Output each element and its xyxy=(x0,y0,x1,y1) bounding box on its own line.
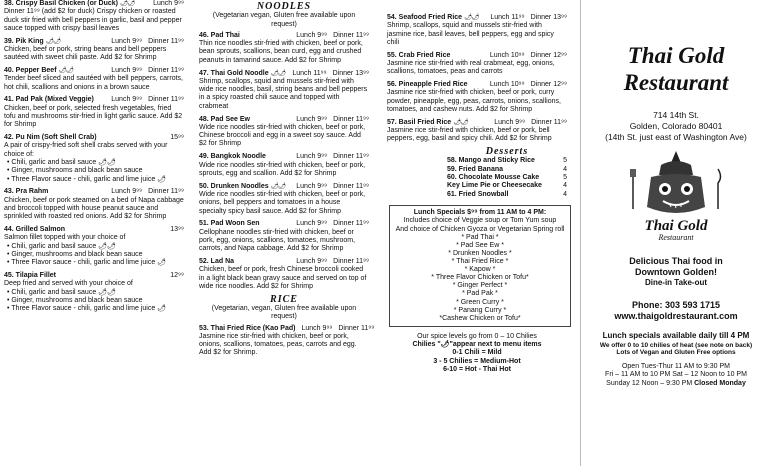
menu-item-name: 49. Bangkok Noodle xyxy=(199,153,266,161)
menu-item-prices xyxy=(295,325,374,333)
menu-item-header xyxy=(4,0,184,8)
dessert-price: 4 xyxy=(563,182,567,190)
dinner-price: Dinner 11⁹⁹ xyxy=(333,220,369,228)
sauce-option: • Ginger, mushrooms and black bean sauce xyxy=(7,251,143,259)
lunch-price: Lunch 9⁹⁹ xyxy=(301,324,333,332)
dessert-name: 60. Chocolate Mousse Cake xyxy=(447,174,540,182)
dinner-price: Dinner 11⁹⁹ xyxy=(148,188,184,196)
hours-closed: Closed Monday xyxy=(694,379,746,387)
lunch-special-dish: * Thai Fried Rice * xyxy=(451,258,509,266)
lunch-price: Lunch 9⁹⁹ xyxy=(111,67,143,75)
sauce-options xyxy=(4,159,184,184)
menu-item-header xyxy=(4,134,184,142)
menu-item xyxy=(387,14,567,47)
chili-icon: 🌶🌶 xyxy=(270,69,286,77)
lunch-specials-box xyxy=(389,205,571,327)
dessert-name: 59. Fried Banana xyxy=(447,165,504,173)
service-options: Dine-in Take-out xyxy=(644,278,708,288)
menu-item-name: 57. Basil Fried Rice xyxy=(387,118,452,126)
lunch-price: 15⁹⁹ xyxy=(170,134,184,142)
lunch-price: Lunch 9⁹⁹ xyxy=(296,220,328,228)
lunch-special-dish: *Cashew Chicken or Tofu* xyxy=(439,314,521,322)
contact-block xyxy=(587,300,765,322)
dessert-name: 58. Mango and Sticky Rice xyxy=(447,157,535,165)
lunch-special-dish: * Pad See Ew * xyxy=(456,241,504,249)
restaurant-title-line-1: Thai Gold xyxy=(627,43,725,68)
lunch-price: Lunch 9⁹⁹ xyxy=(296,115,328,123)
menu-item-prices xyxy=(290,116,369,124)
menu-item-header xyxy=(199,32,369,40)
menu-item-name: 51. Pad Woon Sen xyxy=(199,220,260,228)
menu-item-name: 50. Drunken Noodles xyxy=(199,182,269,190)
menu-item xyxy=(387,81,567,114)
tagline xyxy=(587,256,765,278)
lunch-price: Lunch 11⁹⁹ xyxy=(490,14,525,21)
hours-line-3 xyxy=(587,380,765,389)
dessert-price: 4 xyxy=(563,165,567,173)
menu-item xyxy=(199,324,375,358)
menu-item-prices xyxy=(290,258,369,266)
lunch-special-dish: * Green Curry * xyxy=(456,298,504,306)
lunch-price: 13⁹⁹ xyxy=(170,226,184,234)
dessert-item xyxy=(447,174,567,182)
address-block xyxy=(587,110,765,143)
menu-item xyxy=(4,134,184,184)
desserts-title: Desserts xyxy=(485,146,529,158)
chili-icon: 🌶🌶 xyxy=(58,67,74,75)
menu-item-prices xyxy=(105,67,184,75)
restaurant-title-line-2: Restaurant xyxy=(623,70,729,95)
menu-item-name: 40. Pepper Beef xyxy=(4,67,57,75)
sauce-option: • Ginger, mushrooms and black bean sauce xyxy=(7,297,143,304)
menu-item-prices xyxy=(290,220,369,228)
menu-item-description: Wide rice noodles stir-fried with chicken, beef or pork, onions, bell peppers and tomatoes in a house specialty spicy basil sauce. Add $2 for Shrimp xyxy=(199,190,366,215)
menu-item-header xyxy=(387,14,567,22)
dessert-item xyxy=(447,182,567,190)
restaurant-title xyxy=(587,42,765,96)
heat-note xyxy=(587,342,765,357)
lunch-special-dish: * Three Flavor Chicken or Tofu* xyxy=(431,274,529,282)
phone-number: Phone: 303 593 1715 xyxy=(631,299,721,310)
menu-item-description: Cellophane noodles stir-fried with chicken, beef or pork, egg, onions, scallions, tomatoes, mushroom, carrots, and Napa cabbage. Add $2 for Shrimp xyxy=(199,228,356,253)
menu-item-header xyxy=(199,70,369,78)
spice-line-2: Chilies "🌶"appear next to menu items xyxy=(412,341,542,349)
lunch-specials-line-2: And choice of Chicken Gyoza or Vegetarian Spring roll xyxy=(395,225,565,233)
menu-item-description: Salmon fillet topped with your choice of xyxy=(4,234,126,242)
menu-item-name: 43. Pra Rahm xyxy=(4,188,49,196)
menu-item-description: Jasmine rice stir-fried with chicken, beef or pork, curry powder, pineapple, egg, peas, carrots, onions, scallions, tomatoes, and cashew nuts. Add $2 for Shrimp xyxy=(387,89,561,113)
menu-item xyxy=(4,96,184,129)
dessert-item xyxy=(447,191,567,199)
menu-item-header xyxy=(4,272,184,280)
heat-note-line-1: We offer 0 to 10 chilies of heat (see note on back) xyxy=(599,341,753,349)
tagline-line-2: Downtown Golden! xyxy=(635,267,717,278)
menu-item-description: Chicken, beef or pork, string beans and bell peppers sautéed with sweet chili paste. Add $2 for Shrimp xyxy=(4,45,167,62)
menu-item-name: 48. Pad See Ew xyxy=(199,115,250,123)
dinner-price: Dinner 12⁹⁹ xyxy=(530,81,567,89)
menu-item-description: Thin rice noodles stir-fried with chicken, beef or pork, bean sprouts, scallions, bean curd, egg and crushed peanuts in tamarind sauce. Add $2 for Shrimp xyxy=(199,40,363,64)
spice-line-3: 0-1 Chili = Mild xyxy=(452,349,502,357)
menu-item-name: 55. Crab Fried Rice xyxy=(387,51,451,59)
dinner-price: Dinner 11⁹⁹ xyxy=(333,115,369,123)
menu-item-description: Shrimp, scallops, squid and mussels stir-fried with jasmine rice, basil leaves, bell peppers, egg and spicy chili xyxy=(387,22,554,46)
menu-item-description: Jasmine rice stir-fried with chicken, beef or pork, onions, scallions, tomatoes, peas, carrots and egg. Add $2 for Shrimp. xyxy=(199,332,357,357)
menu-item-prices xyxy=(488,119,567,127)
sauce-option: • Chili, garlic and basil sauce 🌶🌶 xyxy=(7,288,116,296)
opening-hours xyxy=(587,363,765,389)
address-street: 714 14th St. xyxy=(653,110,699,120)
chili-icon: 🌶🌶 xyxy=(270,182,286,190)
dessert-price: 4 xyxy=(563,190,567,198)
chili-icon: 🌶🌶 xyxy=(464,14,479,21)
lunch-price: Lunch 9⁹⁹ xyxy=(111,188,143,196)
dessert-price: 5 xyxy=(563,174,567,182)
menu-item-header xyxy=(199,153,369,161)
menu-item-name: 44. Grilled Salmon xyxy=(4,226,66,234)
hours-sunday: Sunday 12 Noon – 9:30 PM xyxy=(606,379,695,387)
lunch-price: Lunch 9⁹⁹ xyxy=(494,118,526,126)
lunch-price: Lunch 9⁹⁹ xyxy=(111,37,143,45)
menu-item xyxy=(4,67,184,92)
menu-item-description: Wide rice noodles stir-fried with chicken, beef or pork, Chinese broccoli and egg in a sweet soy sauce. Add $2 for Shrimp xyxy=(199,123,366,148)
tagline-line-1: Delicious Thai food in xyxy=(629,256,723,267)
menu-item-prices xyxy=(147,0,184,8)
chili-icon: 🌶🌶 xyxy=(453,118,468,126)
dinner-price: Dinner 11⁹⁹ xyxy=(333,182,369,190)
menu-item-description: Dinner 11⁹⁹ (add $2 for duck) Crispy chicken or roasted duck stir fried with bell peppers in garlic, basil and pepper sauce topped with crispy basil leaves xyxy=(4,8,182,32)
menu-item-name: 47. Thai Gold Noodle xyxy=(199,69,269,77)
menu-item-name: 42. Pu Nim (Soft Shell Crab) xyxy=(4,134,97,142)
menu-item xyxy=(199,70,369,111)
menu-item-name: 45. Tilapia Fillet xyxy=(4,272,57,280)
menu-item-description: Wide rice noodles stir-fried with chicken, beef or pork, sprouts, egg and scallion. Add $2 for Shrimp xyxy=(199,161,366,177)
dessert-name: 61. Fried Snowball xyxy=(447,190,509,198)
sauce-option: • Ginger, mushrooms and black bean sauce xyxy=(7,167,143,175)
lunch-special-dish: * Panang Curry * xyxy=(453,306,507,314)
lunch-specials-heading: Lunch Specials $⁹⁹ from 11 AM to 4 PM: xyxy=(413,208,547,216)
lunch-price: Lunch 10⁹⁹ xyxy=(489,81,525,89)
menu-item-prices xyxy=(164,226,184,234)
menu-item-prices xyxy=(164,134,184,142)
lunch-price: Lunch 9⁹⁹ xyxy=(296,182,328,190)
menu-item-description: Tender beef sliced and sautéed with bell peppers, carrots, hot chili, scallions and onions in a brown sauce xyxy=(4,75,183,91)
menu-item-prices xyxy=(484,52,567,60)
menu-item-prices xyxy=(105,38,184,46)
menu-item-prices xyxy=(286,70,369,78)
noodles-title: NOODLES xyxy=(256,1,312,12)
lunch-price: Lunch 9⁹⁹ xyxy=(111,96,143,104)
menu-item-header xyxy=(387,81,567,89)
chili-icon: 🌶🌶 xyxy=(45,37,61,45)
menu-item-description: Jasmine rice stir-fried with chicken, beef or pork, bell peppers, egg, basil and spicy chili. Add $2 for Shrimp xyxy=(387,127,552,143)
cover-panel xyxy=(587,0,765,388)
lunch-availability: Lunch specials available daily till 4 PM xyxy=(602,330,750,340)
menu-item-header xyxy=(387,119,567,127)
menu-item-prices xyxy=(290,183,369,191)
spice-line-1: Our spice levels go from 0 – 10 Chilies xyxy=(417,332,537,340)
menu-item-header xyxy=(4,226,184,234)
menu-item xyxy=(199,116,369,149)
menu-item-header xyxy=(199,324,375,333)
menu-item-header xyxy=(4,67,184,75)
menu-item xyxy=(4,38,184,63)
dinner-price: Dinner 11⁹⁹ xyxy=(148,67,184,75)
sauce-option: • Chili, garlic and basil sauce 🌶🌶 xyxy=(7,159,116,167)
menu-item-name: 46. Pad Thai xyxy=(199,31,240,39)
lunch-special-dish: * Kapow * xyxy=(464,266,496,274)
menu-item xyxy=(199,32,369,65)
menu-item-name: 38. Crispy Basil Chicken (or Duck) xyxy=(4,0,118,7)
dinner-price: Dinner 12⁹⁹ xyxy=(530,51,567,59)
dinner-price: Dinner 11⁹⁹ xyxy=(148,37,184,45)
menu-item xyxy=(199,258,369,291)
rice-subtitle: (Vegetarian, vegan, Gluten free available upon request) xyxy=(211,305,357,321)
menu-item-header xyxy=(4,38,184,46)
lunch-price: Lunch 9⁹⁹ xyxy=(296,31,328,39)
menu-item-header xyxy=(387,52,567,60)
dinner-price: Dinner 11⁹⁹ xyxy=(531,118,567,126)
sauce-options xyxy=(4,289,184,314)
menu-item-prices xyxy=(290,153,369,161)
menu-item-description: A pair of crispy-fried soft shell crabs served with your choice of: xyxy=(4,142,168,158)
dinner-price: Dinner 13⁹⁹ xyxy=(332,69,369,77)
menu-item xyxy=(387,52,567,77)
menu-item-header xyxy=(4,188,184,196)
dinner-price: Dinner 11⁹⁹ xyxy=(333,31,369,39)
lunch-price: Lunch 10⁹⁹ xyxy=(489,51,525,59)
lunch-specials-line-1: Includes choice of Veggie soup or Tom Yum soup xyxy=(403,217,557,225)
menu-item-description: Chicken, beef or pork, selected fresh vegetables, fried tofu and mushrooms stir-fried in light garlic sauce. Add $2 for Shrimp xyxy=(4,104,183,129)
dinner-price: Dinner 11⁹⁹ xyxy=(333,153,369,161)
menu-item-description: Deep fried and served with your choice of xyxy=(4,280,133,288)
dinner-price: Dinner 11⁹⁹ xyxy=(333,258,369,266)
sauce-option: • Chili, garlic and basil sauce 🌶🌶 xyxy=(7,242,116,250)
address-city: Golden, Colorado 80401 xyxy=(629,121,723,131)
menu-item-prices xyxy=(105,188,184,196)
website: www.thaigoldrestaurant.com xyxy=(614,310,738,321)
menu-item-name: 52. Lad Na xyxy=(199,258,235,266)
heat-note-line-2: Lots of Vegan and Gluten Free options xyxy=(616,349,736,357)
menu-item xyxy=(199,153,369,178)
sauce-option: • Three Flavor sauce - chili, garlic and lime juice 🌶 xyxy=(7,305,167,313)
menu-item-header xyxy=(4,96,184,104)
rice-title: RICE xyxy=(270,293,298,305)
lunch-special-dish: * Pad Thai * xyxy=(461,233,499,241)
logo-subtitle: Restaurant xyxy=(658,233,694,242)
menu-item-name: 54. Seafood Fried Rice xyxy=(387,14,463,21)
lunch-price: Lunch 9⁹⁹ xyxy=(153,0,184,7)
menu-column-3 xyxy=(387,0,567,374)
menu-item xyxy=(199,220,369,253)
menu-item-description: Shrimp, scallops, squid and mussels stir-fried with wide rice noodles, basil, string beans and bell peppers in a spicy roasted chili sauce and topped with crabmeat xyxy=(199,77,368,110)
lunch-special-dish: * Ginger Perfect * xyxy=(452,282,508,290)
menu-item-header xyxy=(199,116,369,124)
menu-item-name: 53. Thai Fried Rice (Kao Pad) xyxy=(199,324,296,332)
desserts-section xyxy=(447,148,567,199)
dessert-price: 5 xyxy=(563,157,567,165)
lunch-price: 12⁹⁹ xyxy=(170,272,184,280)
menu-item xyxy=(4,226,184,267)
menu-item-description: Chicken, beef or pork steamed on a bed of Napa cabbage and broccoli topped with house peanut sauce and sprinkled with roasted red onions. Add $2 for Shrimp xyxy=(4,196,184,221)
menu-item-header xyxy=(199,258,369,266)
menu-item-name: 39. Pik King xyxy=(4,37,44,45)
logo-name: Thai Gold xyxy=(644,218,708,234)
dinner-price: Dinner 11⁹⁹ xyxy=(338,324,375,332)
address-note: (14th St. just east of Washington Ave) xyxy=(605,132,747,142)
spice-line-4: 3 - 5 Chilies = Medium-Hot xyxy=(433,357,521,365)
menu-item-header xyxy=(199,183,369,191)
dessert-item xyxy=(447,157,567,165)
menu-item xyxy=(199,183,369,216)
hours-line-1: Open Tues-Thur 11 AM to 9:30 PM xyxy=(621,362,731,370)
sauce-option: • Three Flavor sauce - chili, garlic and lime juice 🌶 xyxy=(7,259,167,267)
menu-item xyxy=(4,188,184,221)
lunch-price: Lunch 9⁹⁹ xyxy=(296,153,328,161)
menu-item-description: Jasmine rice stir-fried with real crabmeat, egg, onions, scallions, tomatoes, peas and carrots xyxy=(387,59,555,76)
spice-line-5: 6-10 = Hot - Thai Hot xyxy=(443,366,511,374)
dinner-price: Dinner 13⁹⁹ xyxy=(530,14,567,21)
menu-item-prices xyxy=(105,96,184,104)
thai-mask-logo-icon xyxy=(621,149,731,219)
sauce-options xyxy=(4,243,184,268)
lunch-price: Lunch 9⁹⁹ xyxy=(296,258,328,266)
menu-item-description: Chicken, beef or pork, fresh Chinese broccoli cooked in a light black bean gravy sauce and served on top of wide rice noodles. Add $2 for Shrimp xyxy=(199,266,367,290)
menu-item-name: 41. Pad Pak (Mixed Veggie) xyxy=(4,96,94,104)
menu-item-prices xyxy=(484,81,567,89)
menu-item xyxy=(4,272,184,313)
hours-line-2: Fri – 11 AM to 10 PM Sat – 12 Noon to 10 PM xyxy=(605,371,747,379)
menu-item-prices xyxy=(164,272,184,280)
dessert-name: Key Lime Pie or Cheesecake xyxy=(447,182,542,190)
fold-divider xyxy=(580,0,581,466)
lunch-price: Lunch 11⁹⁹ xyxy=(292,69,327,77)
lunch-special-dish: * Pad Pak * xyxy=(462,290,498,298)
dessert-item xyxy=(447,166,567,174)
spice-legend xyxy=(387,333,567,374)
menu-item-name: 56. Pineapple Fried Rice xyxy=(387,81,468,89)
menu-column-1 xyxy=(4,0,184,318)
chili-icon: 🌶🌶 xyxy=(119,0,135,7)
menu-item xyxy=(4,0,184,33)
menu-item xyxy=(387,119,567,144)
menu-item-header xyxy=(199,220,369,228)
sauce-option: • Three Flavor sauce - chili, garlic and lime juice 🌶 xyxy=(7,175,167,183)
menu-column-2 xyxy=(199,0,375,362)
menu-item-prices xyxy=(290,32,369,40)
dinner-price: Dinner 11⁹⁹ xyxy=(148,96,184,104)
menu-item-prices xyxy=(484,14,567,22)
lunch-special-dish: * Drunken Noodles * xyxy=(448,250,512,258)
noodles-subtitle: (Vegetarian vegan, Gluten free available upon request) xyxy=(212,12,356,28)
